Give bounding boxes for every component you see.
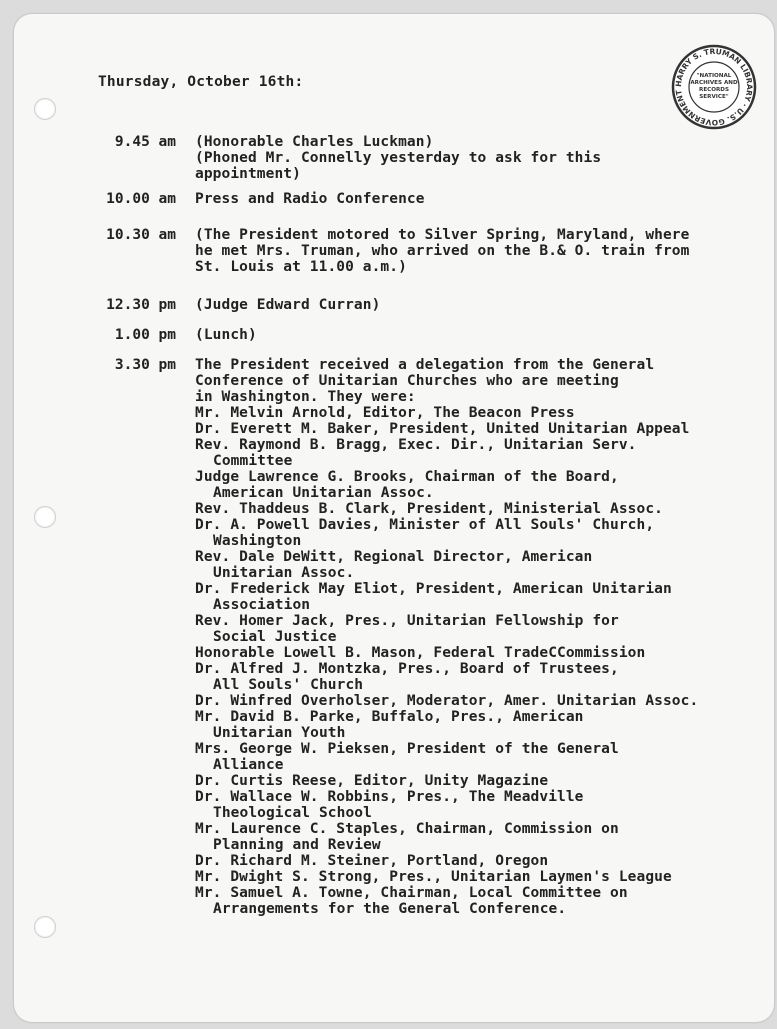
entry-line: Dr. Everett M. Baker, President, United Unitarian Appeal — [195, 421, 690, 437]
entry-line: (Lunch) — [195, 327, 257, 343]
entry-line: (Phoned Mr. Connelly yesterday to ask for this — [195, 150, 602, 166]
entry-line: St. Louis at 11.00 a.m.) — [195, 259, 407, 275]
entry-line: Conference of Unitarian Churches who are meeting — [195, 373, 619, 389]
binder-hole-bottom — [34, 916, 56, 938]
entry-line: (Judge Edward Curran) — [195, 297, 381, 313]
entry-line: Washington — [213, 533, 302, 549]
entry-line: Honorable Lowell B. Mason, Federal TradeCCommission — [195, 645, 646, 661]
entry-time: 10.30 am — [106, 227, 176, 243]
entry-time: 10.00 am — [106, 191, 176, 207]
binder-hole-top — [34, 98, 56, 120]
entry-text — [195, 134, 770, 182]
entry-text — [195, 327, 770, 343]
entry-line: Dr. Curtis Reese, Editor, Unity Magazine — [195, 773, 549, 789]
entry-line: Mr. Melvin Arnold, Editor, The Beacon Press — [195, 405, 575, 421]
entry-line: Dr. Alfred J. Montzka, Pres., Board of Trustees, — [195, 661, 619, 677]
entry-line: Dr. A. Powell Davies, Minister of All Souls' Church, — [195, 517, 655, 533]
archive-seal-stamp — [671, 44, 757, 130]
entry-line: Dr. Frederick May Eliot, President, American Unitarian — [195, 581, 672, 597]
entry-line: American Unitarian Assoc. — [213, 485, 434, 501]
page-heading: Thursday, October 16th: — [98, 74, 304, 90]
document-page — [14, 14, 774, 1022]
entry-line: All Souls' Church — [213, 677, 364, 693]
entry-line: Arrangements for the General Conference. — [213, 901, 567, 917]
entry-line: Association — [213, 597, 311, 613]
binder-hole-middle — [34, 506, 56, 528]
entry-line: in Washington. They were: — [195, 389, 416, 405]
entry-line: Unitarian Youth — [213, 725, 346, 741]
entry-line: Rev. Homer Jack, Pres., Unitarian Fellowship for — [195, 613, 619, 629]
entry-line: Rev. Raymond B. Bragg, Exec. Dir., Unitarian Serv. — [195, 437, 637, 453]
entry-line: he met Mrs. Truman, who arrived on the B.& O. train from — [195, 243, 690, 259]
entry-line: Committee — [213, 453, 293, 469]
entry-line: Rev. Dale DeWitt, Regional Director, American — [195, 549, 593, 565]
entry-line: The President received a delegation from the General — [195, 357, 655, 373]
entry-line: Alliance — [213, 757, 284, 773]
entry-line: Mrs. George W. Pieksen, President of the General — [195, 741, 619, 757]
stamp-inner-line: ARCHIVES AND — [690, 80, 738, 86]
entry-line: Judge Lawrence G. Brooks, Chairman of the Board, — [195, 469, 619, 485]
entry-text — [195, 357, 770, 917]
entry-line: Planning and Review — [213, 837, 381, 853]
entry-time: 9.45 am — [114, 134, 176, 150]
entry-line: Mr. Samuel A. Towne, Chairman, Local Committee on — [195, 885, 628, 901]
entry-line: (The President motored to Silver Spring, Maryland, where — [195, 227, 690, 243]
entry-line: Mr. Dwight S. Strong, Pres., Unitarian Laymen's League — [195, 869, 672, 885]
entry-line: Mr. Laurence C. Staples, Chairman, Commission on — [195, 821, 619, 837]
entry-time: 1.00 pm — [114, 327, 176, 343]
entry-text — [195, 227, 770, 275]
entry-line: Theological School — [213, 805, 372, 821]
entry-line: Press and Radio Conference — [195, 191, 425, 207]
entry-text — [195, 191, 770, 207]
stamp-inner-line: SERVICE" — [699, 94, 729, 100]
entry-line: Rev. Thaddeus B. Clark, President, Ministerial Assoc. — [195, 501, 663, 517]
entry-time: 12.30 pm — [106, 297, 176, 313]
entry-line: Unitarian Assoc. — [213, 565, 355, 581]
stamp-inner-line: RECORDS — [699, 87, 729, 93]
entry-text — [195, 297, 770, 313]
stamp-ring-text: HARRY S. TRUMAN LIBRARY · U.S. GOVERNMENT — [673, 46, 755, 128]
stamp-inner-line: "NATIONAL — [696, 73, 732, 79]
entry-line: Dr. Winfred Overholser, Moderator, Amer. Unitarian Assoc. — [195, 693, 699, 709]
entry-line: (Honorable Charles Luckman) — [195, 134, 434, 150]
entry-line: Dr. Wallace W. Robbins, Pres., The Meadville — [195, 789, 584, 805]
entry-line: Social Justice — [213, 629, 337, 645]
entry-line: appointment) — [195, 166, 301, 182]
entry-line: Mr. David B. Parke, Buffalo, Pres., American — [195, 709, 584, 725]
entry-time: 3.30 pm — [114, 357, 176, 373]
entry-line: Dr. Richard M. Steiner, Portland, Oregon — [195, 853, 549, 869]
